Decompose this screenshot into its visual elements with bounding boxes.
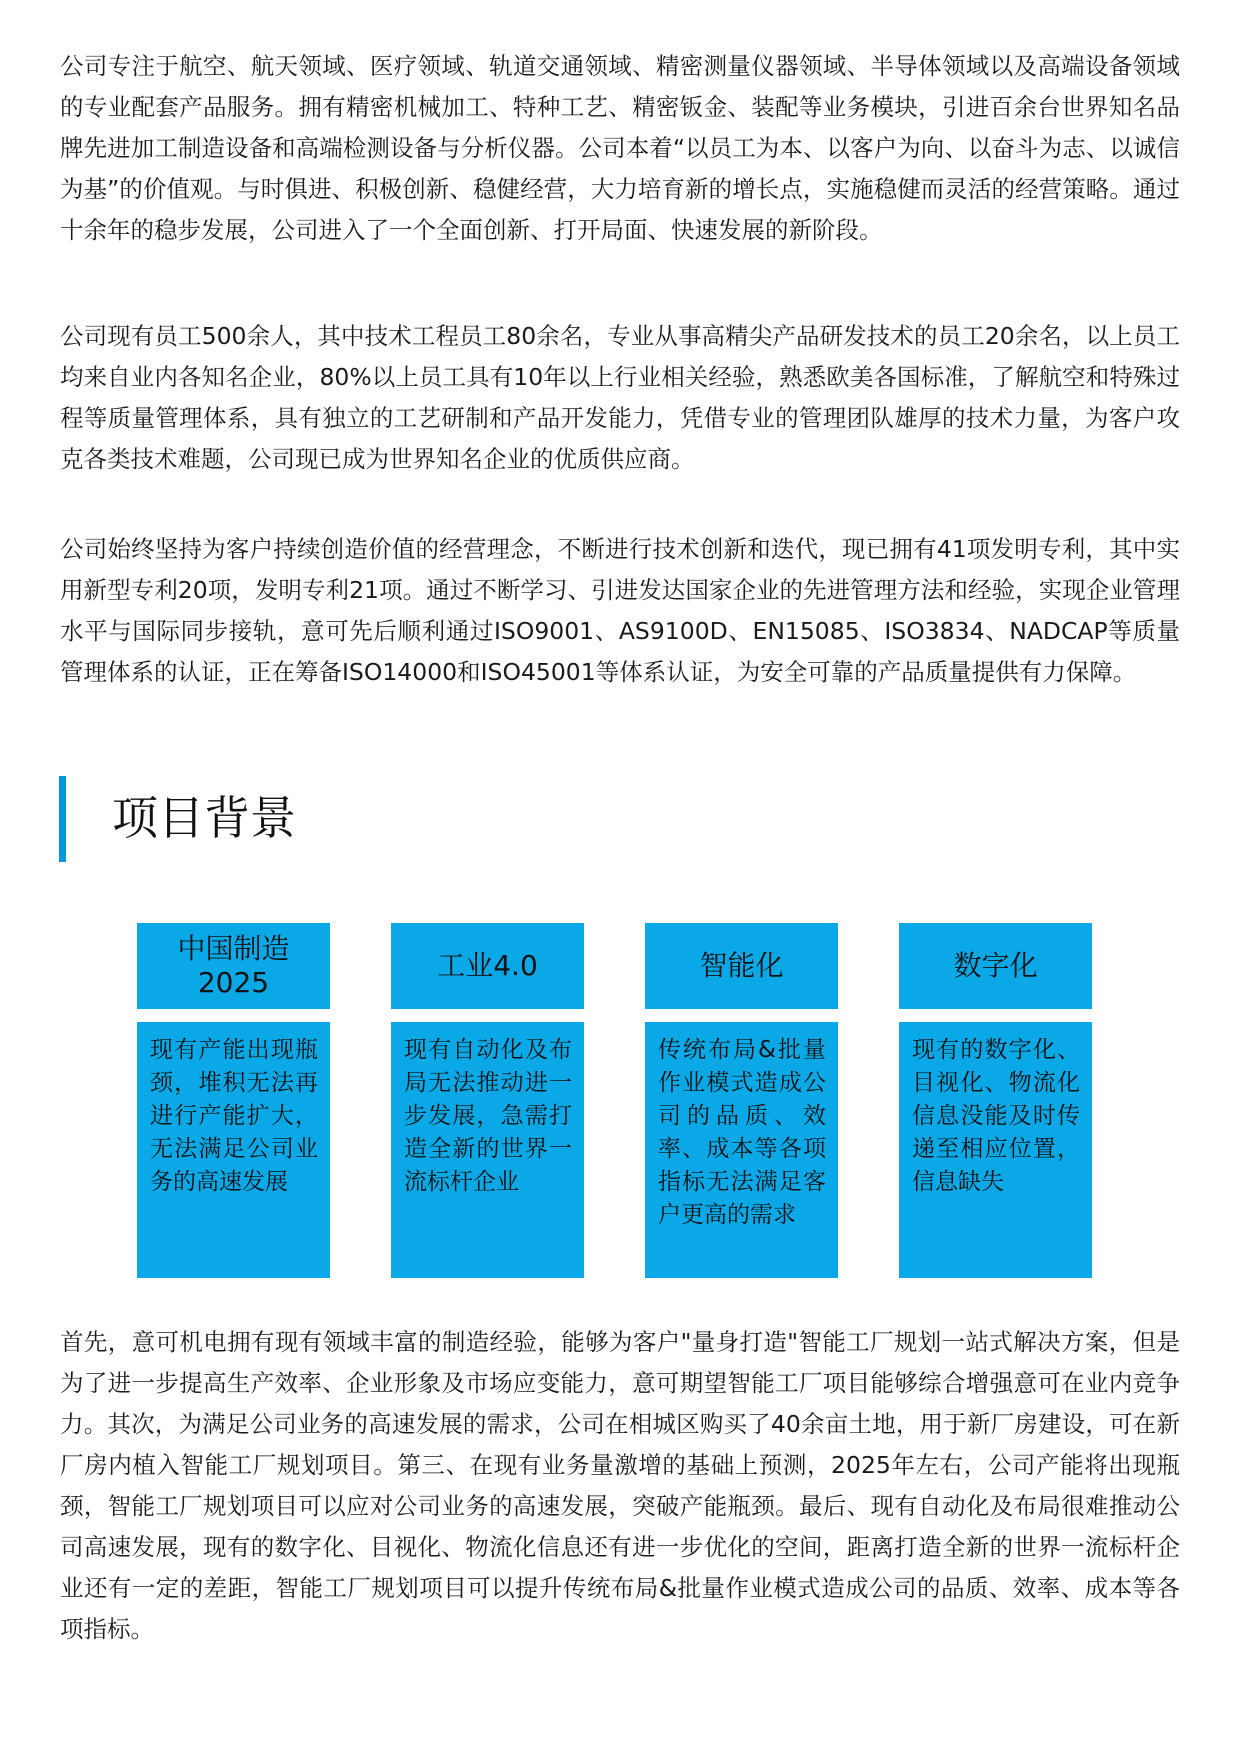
intro-paragraph: 公司专注于航空、航天领域、医疗领域、轨道交通领域、精密测量仪器领域、半导体领域以及高端设备领域的专业配套产品服务。拥有精密机械加工、特种工艺、精密钣金、装配等业务模块，引进百余台世界知名品牌先进加工制造设备和高端检测设备与分析仪器。公司本着“以员工为本、以客户为向、以奋斗为志、以诚信为基”的价值观。与时俱进、积极创新、稳健经营，大力培育新的增长点，实施稳健而灵活的经营策略。通过十余年的稳步发展，公司进入了一个全面创新、打开局面、快速发展的新阶段。 (60, 52, 1180, 244)
card-title-industry-4: 工业4.0 (391, 923, 584, 1009)
conclusion-paragraph: 首先，意可机电拥有现有领域丰富的制造经验，能够为客户"量身打造"智能工厂规划一站式解决方案，但是为了进一步提高生产效率、企业形象及市场应变能力，意可期望智能工厂项目能够综合增强意可在业内竞争力。其次，为满足公司业务的高速发展的需求，公司在相城区购买了40余亩土地，用于新厂房建设，可在新厂房内植入智能工厂规划项目。第三、在现有业务量激增的基础上预测，2025年左右，公司产能将出现瓶颈，智能工厂规划项目可以应对公司业务的高速发展，突破产能瓶颈。最后、现有自动化及布局很难推动公司高速发展，现有的数字化、目视化、物流化信息还有进一步优化的空间，距离打造全新的世界一流标杆企业还有一定的差距，智能工厂规划项目可以提升传统布局&批量作业模式造成公司的品质、效率、成本等各项指标。 (60, 1328, 1180, 1643)
card-title-intelligent: 智能化 (645, 923, 838, 1009)
card-body-made-in-china-2025: 现有产能出现瓶颈，堆积无法再进行产能扩大，无法满足公司业务的高速发展 (137, 1022, 330, 1278)
section-accent-bar (59, 776, 66, 862)
card-body-industry-4: 现有自动化及布局无法推动进一步发展，急需打造全新的世界一流标杆企业 (391, 1022, 584, 1278)
card-body-digital: 现有的数字化、目视化、物流化信息没能及时传递至相应位置，信息缺失 (899, 1022, 1092, 1278)
innovation-paragraph: 公司始终坚持为客户持续创造价值的经营理念，不断进行技术创新和迭代，现已拥有41项发明专利，其中实用新型专利20项，发明专利21项。通过不断学习、引进发达国家企业的先进管理方法和经验，实现企业管理水平与国际同步接轨，意可先后顺利通过ISO9001、AS9100D、EN15085、ISO3834、NADCAP等质量管理体系的认证，正在筹备ISO14000和ISO45001等体系认证，为安全可靠的产品质量提供有力保障。 (60, 535, 1180, 686)
card-title-made-in-china-2025: 中国制造2025 (137, 923, 330, 1009)
card-body-intelligent: 传统布局&批量作业模式造成公司的品质、效率、成本等各项指标无法满足客户更高的需求 (645, 1022, 838, 1278)
staff-paragraph: 公司现有员工500余人，其中技术工程员工80余名，专业从事高精尖产品研发技术的员工20余名，以上员工均来自业内各知名企业，80%以上员工具有10年以上行业相关经验，熟悉欧美各国标准，了解航空和特殊过程等质量管理体系，具有独立的工艺研制和产品开发能力，凭借专业的管理团队雄厚的技术力量，为客户攻克各类技术难题，公司现已成为世界知名企业的优质供应商。 (60, 322, 1180, 473)
section-title: 项目背景 (112, 791, 296, 845)
card-title-digital: 数字化 (899, 923, 1092, 1009)
